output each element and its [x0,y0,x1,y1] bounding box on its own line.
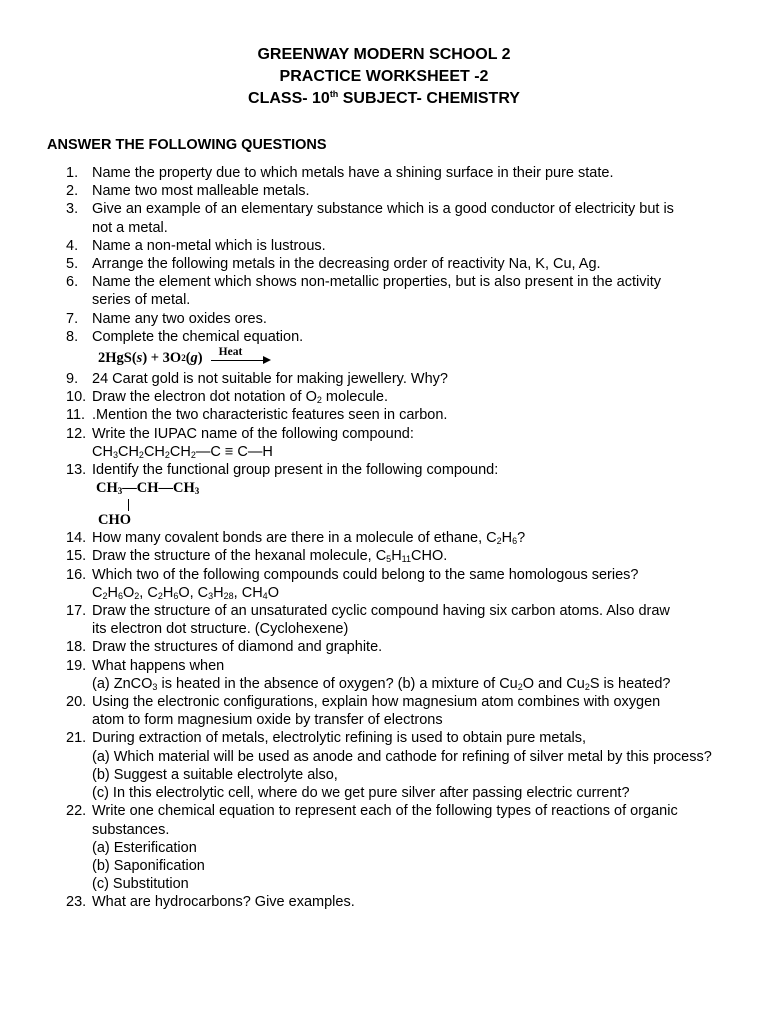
question-text-cont: atom to form magnesium oxide by transfer of electrons [92,712,443,729]
question-number: 15. [66,548,87,565]
question-text: .Mention the two characteristic features seen in carbon. [92,407,448,424]
question-list [0,164,768,912]
subscript: 3 [194,486,200,497]
question-17 [0,602,768,638]
question-9 [0,370,768,388]
question-text: molecule. [321,389,388,406]
question-number: 13. [66,462,87,479]
question-5 [0,255,768,273]
question-21-part-a: (a) Which material will be used as anode and cathode for refining of silver metal by this process? [92,748,712,765]
class-label: CLASS- 10 [248,90,330,107]
formula-part: O, C [178,584,209,601]
question-number: 9. [66,371,79,388]
question-number: 4. [66,237,79,254]
question-21-part-c: (c) In this electrolytic cell, where do we get pure silver after passing electric current? [92,785,630,802]
question-text: Arrange the following metals in the decreasing order of reactivity Na, K, Cu, Ag. [92,256,601,273]
part-text: O and Cu [522,675,585,692]
question-text: Name any two oxides ores. [92,310,267,327]
equation-part: ) [197,349,203,366]
subscript: 2 [102,590,108,601]
question-text-cont: substances. [92,821,170,838]
question-11 [0,406,768,424]
question-number: 6. [66,274,79,291]
question-20 [0,693,768,729]
formula-part: —CH—CH [122,480,195,497]
question-text: Write one chemical equation to represent each of the following types of reactions of organic [92,803,678,820]
question-number: 10. [66,389,87,406]
formula-part: CH [92,443,113,460]
question-number: 5. [66,256,79,273]
subscript: 2 [190,449,196,460]
subscript: 28 [223,590,234,601]
subscript: 2 [138,449,144,460]
subject-label: SUBJECT- CHEMISTRY [338,90,520,107]
equation-part: ( [185,349,191,366]
question-number: 22. [66,803,87,820]
subscript: 3 [152,681,158,692]
question-text: CHO. [411,548,448,565]
equation-state: s [136,349,143,366]
question-22-part-c: (c) Substitution [92,876,189,893]
structure-chain [96,479,199,497]
formula-part: H [162,584,174,601]
question-22-part-b: (b) Saponification [92,857,205,874]
question-10 [0,388,768,406]
question-text-cont: not a metal. [92,219,168,236]
arrow-label: Heat [218,346,243,359]
question-text: H [391,548,402,565]
question-text: Draw the structure of an unsaturated cyclic compound having six carbon atoms. Also draw [92,603,670,620]
compound-formula [0,443,768,461]
subscript: 4 [262,590,268,601]
equation-part: ) + 3O [142,349,182,366]
question-15 [0,547,768,565]
question-number: 16. [66,566,87,583]
worksheet-header [0,44,768,110]
question-number: 12. [66,425,87,442]
subscript: 3 [112,449,118,460]
formula-part: —C ≡ C—H [195,443,273,460]
question-8 [0,328,768,346]
question-text: During extraction of metals, electrolytic refining is used to obtain pure metals, [92,730,587,747]
question-text: Draw the structure of the hexanal molecule, C [92,548,387,565]
question-text: H [501,530,513,547]
part-text: (a) ZnCO [92,675,153,692]
question-number: 7. [66,310,79,327]
structure-branch: CHO [98,512,132,529]
question-18 [0,638,768,656]
equation-part: 2HgS( [98,349,137,366]
question-number: 1. [66,165,79,181]
question-6 [0,273,768,309]
subscript: 2 [157,590,163,601]
question-number: 18. [66,639,87,656]
question-number: 2. [66,183,79,200]
subscript: 2 [134,590,140,601]
question-text: Draw the electron dot notation of O [92,389,317,406]
question-16 [0,566,768,584]
question-13 [0,461,768,479]
subscript: 2 [517,681,523,692]
question-text: Name two most malleable metals. [92,183,310,200]
worksheet-title: PRACTICE WORKSHEET -2 [279,68,489,85]
vertical-bond [128,499,129,511]
part-text: is heated in the absence of oxygen? (b) a mixture of Cu [157,675,518,692]
part-text: S is heated? [589,675,671,692]
question-14 [0,529,768,547]
subscript: 2 [164,449,170,460]
class-superscript: th [329,89,339,99]
question-19-parts [0,675,768,693]
question-22-part-a: (a) Esterification [92,839,197,856]
section-title: ANSWER THE FOLLOWING QUESTIONS [47,137,327,153]
question-text: ? [517,530,526,547]
structural-formula [0,479,768,529]
question-text-cont: its electron dot structure. (Cyclohexene) [92,621,349,638]
formula-part: O [267,584,279,601]
question-21-part-b: (b) Suggest a suitable electrolyte also, [92,766,338,783]
question-text: What happens when [92,657,225,674]
subscript: 2 [584,681,590,692]
question-19 [0,657,768,675]
question-12 [0,425,768,443]
formula-part: CH [117,443,139,460]
subscript: 3 [208,590,214,601]
compound-options [0,584,768,602]
question-number: 23. [66,894,87,911]
question-number: 3. [66,201,79,218]
chemical-equation: 2HgS( s ) + 3O 2 ( g ) Heat [0,346,768,370]
question-text: 24 Carat gold is not suitable for making jewellery. Why? [92,371,448,388]
question-1 [0,164,768,182]
formula-part: O [123,584,135,601]
question-text: What are hydrocarbons? Give examples. [92,894,355,911]
formula-part: CH [169,443,191,460]
school-name: GREENWAY MODERN SCHOOL 2 [257,46,511,63]
question-text: Using the electronic configurations, explain how magnesium atom combines with oxygen [92,694,661,711]
subscript: 6 [512,536,518,547]
formula-part: H [107,584,118,601]
question-3 [0,200,768,236]
question-7 [0,310,768,328]
question-text-cont: series of metal. [92,292,191,309]
subscript: 5 [386,554,392,565]
question-number: 21. [66,730,87,747]
formula-part: , C [139,584,158,601]
subscript: 2 [316,395,322,406]
reaction-arrow-icon [211,346,273,365]
question-text: Draw the structures of diamond and graphite. [92,639,383,656]
subscript: 6 [117,590,123,601]
question-number: 19. [66,657,87,674]
question-text: Complete the chemical equation. [92,328,304,345]
question-23 [0,893,768,911]
formula-part: H [213,584,224,601]
formula-part: CH [143,443,165,460]
question-text: Identify the functional group present in the following compound: [92,462,499,479]
question-text: Name the property due to which metals have a shining surface in their pure state. [92,165,614,181]
formula-part: , CH [233,584,263,601]
question-text: Name the element which shows non-metallic properties, but is also present in the activity [92,274,661,291]
question-number: 8. [66,328,79,345]
question-text: Which two of the following compounds could belong to the same homologous series? [92,566,639,583]
subscript: 3 [117,486,123,497]
question-text: Give an example of an elementary substance which is a good conductor of electricity but is [92,201,674,218]
formula-part: C [92,584,103,601]
question-text: Name a non-metal which is lustrous. [92,237,326,254]
class-subject-line [0,88,768,110]
equation-state: g [190,349,198,366]
subscript: 11 [401,554,412,565]
question-number: 14. [66,530,87,547]
subscript: 2 [496,536,502,547]
question-number: 17. [66,603,87,620]
question-number: 20. [66,694,87,711]
question-text: Write the IUPAC name of the following compound: [92,425,414,442]
question-22 [0,802,768,838]
formula-part: CH [96,480,118,497]
question-4 [0,237,768,255]
question-2 [0,182,768,200]
question-text: How many covalent bonds are there in a molecule of ethane, C [92,530,497,547]
question-21 [0,729,768,747]
subscript: 6 [173,590,179,601]
question-number: 11. [66,407,86,424]
